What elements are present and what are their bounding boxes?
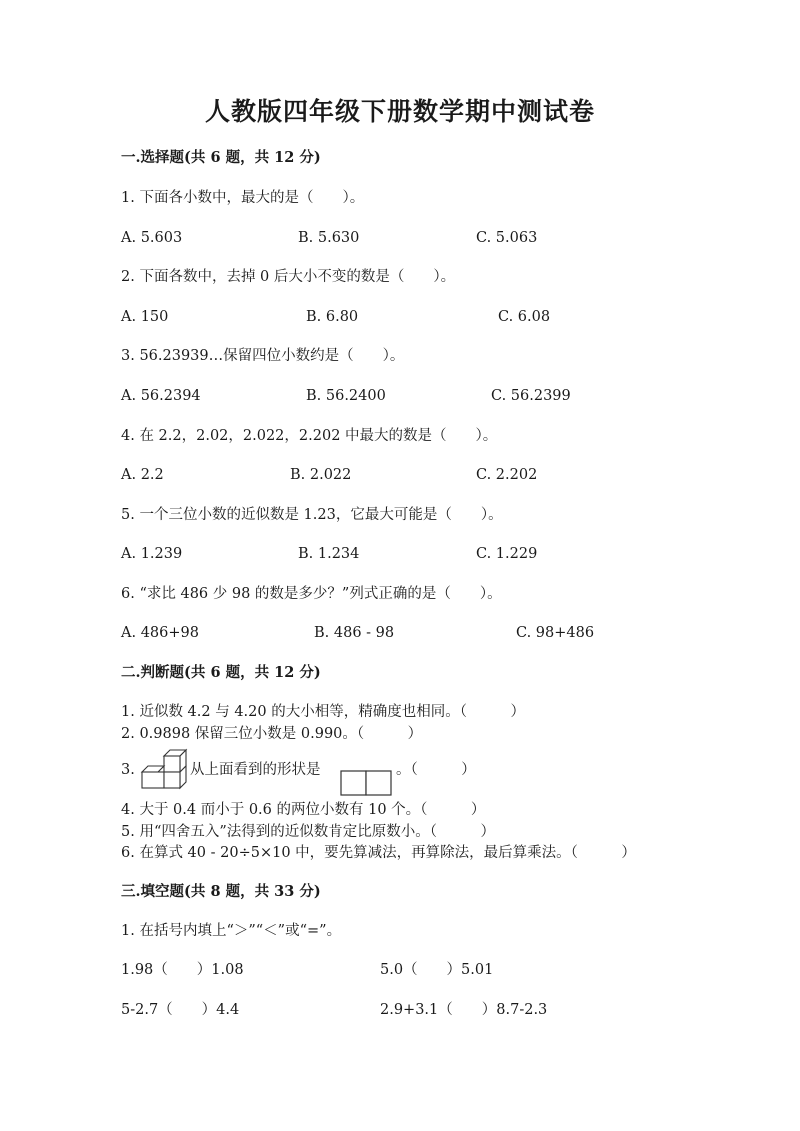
compare-item-3: 5-2.7（ ）4.4	[121, 1002, 240, 1018]
choice-question-1: 1. 下面各小数中，最大的是（ ）。	[121, 190, 365, 206]
choice-question-6: 6. “求比 486 少 98 的数是多少？”列式正确的是（ ）。	[121, 586, 502, 602]
q2-option-a: A. 150	[121, 309, 169, 325]
q4-option-a: A. 2.2	[121, 467, 164, 483]
compare-item-2: 5.0（ ）5.01	[380, 962, 494, 978]
q4-option-c: C. 2.202	[476, 467, 538, 483]
section3-heading: 三.填空题(共 8 题，共 33 分)	[121, 883, 321, 900]
judge-question-2: 2. 0.9898 保留三位小数是 0.990。（ ）	[121, 726, 423, 742]
q6-option-a: A. 486+98	[121, 625, 199, 641]
judge-question-4: 4. 大于 0.4 而小于 0.6 的两位小数有 10 个。（ ）	[121, 802, 486, 818]
top-view-figure	[340, 770, 392, 796]
q1-option-b: B. 5.630	[298, 230, 360, 246]
q1-option-c: C. 5.063	[476, 230, 538, 246]
q3-option-b: B. 56.2400	[306, 388, 386, 404]
choice-question-2: 2. 下面各数中，去掉 0 后大小不变的数是（ ）。	[121, 269, 456, 285]
q2-option-b: B. 6.80	[306, 309, 359, 325]
compare-item-4: 2.9+3.1（ ）8.7-2.3	[380, 1002, 548, 1018]
choice-question-5: 5. 一个三位小数的近似数是 1.23，它最大可能是（ ）。	[121, 507, 503, 523]
section2-heading: 二.判断题(共 6 题，共 12 分)	[121, 664, 321, 681]
q5-option-b: B. 1.234	[298, 546, 360, 562]
cube-stack-figure	[137, 746, 189, 800]
judge-question-1: 1. 近似数 4.2 与 4.20 的大小相等，精确度也相同。（ ）	[121, 704, 525, 720]
q6-option-b: B. 486 - 98	[314, 625, 395, 641]
fill-question-1: 1. 在括号内填上“＞”“＜”或“=”。	[121, 923, 342, 939]
q4-option-b: B. 2.022	[290, 467, 352, 483]
judge-question-3-number: 3.	[121, 762, 135, 778]
choice-question-4: 4. 在 2.2，2.02，2.022，2.202 中最大的数是（ ）。	[121, 428, 498, 444]
q6-option-c: C. 98+486	[516, 625, 595, 641]
q3-option-a: A. 56.2394	[121, 388, 201, 404]
judge-question-5: 5. 用“四舍五入”法得到的近似数肯定比原数小。（ ）	[121, 824, 496, 840]
q1-option-a: A. 5.603	[121, 230, 183, 246]
choice-question-3: 3. 56.23939…保留四位小数约是（ ）。	[121, 348, 405, 364]
section1-heading: 一.选择题(共 6 题，共 12 分)	[121, 149, 321, 166]
judge-question-6: 6. 在算式 40 - 20÷5×10 中，要先算减法，再算除法，最后算乘法。（ ）	[121, 845, 636, 861]
exam-title: 人教版四年级下册数学期中测试卷	[204, 97, 595, 126]
q5-option-c: C. 1.229	[476, 546, 538, 562]
judge-question-3-text: 从上面看到的形状是	[190, 762, 321, 778]
judge-question-3-tail: 。（ ）	[396, 762, 476, 778]
q5-option-a: A. 1.239	[121, 546, 183, 562]
q3-option-c: C. 56.2399	[491, 388, 571, 404]
q2-option-c: C. 6.08	[498, 309, 551, 325]
compare-item-1: 1.98（ ）1.08	[121, 962, 244, 978]
